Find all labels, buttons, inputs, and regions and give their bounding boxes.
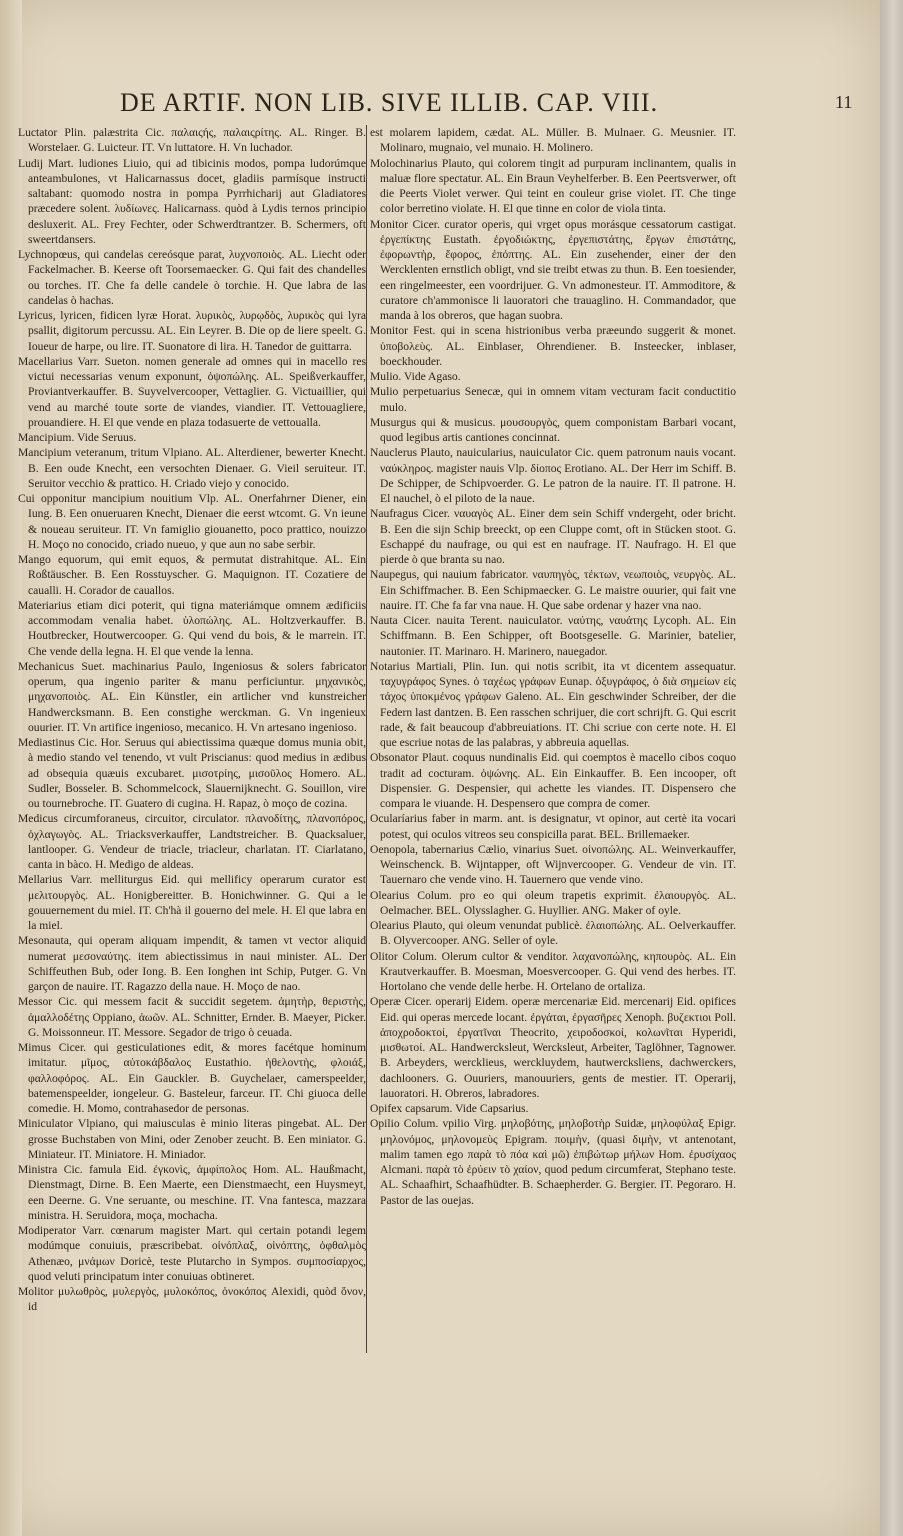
entry: Obsonator Plaut. coquus nundinalis Eid. qui coemptos è macello cibos coquo tradit ad cocturam. ὀψώνης. AL. Ein Einkauffer. B. Een incooper, oft Dispensier. G. Despensier, qui achette les viandes. IT. Dispensero che compara le viuande. H. Despensero que compra de comer.	[370, 751, 736, 810]
entry: Medicus circumforaneus, circuitor, circulator. πλανοδίτης, πλανοπόρος, ὀχλαγωγὸς. AL. Triacksverkauffer, Landtstreicher. B. Quacksaluer, lantlooper. G. Vendeur de triacle, triacleur, charlatan. IT. Ciarlatano, canta in bàco. H. Medigo de aldeas.	[18, 812, 366, 871]
page-edge	[880, 0, 903, 1536]
entry: Ludij Mart. ludiones Liuio, qui ad tibicinis modos, pompa ludorúmque anteambulones, vt Halicarnassus docet, gladiis parmísque instructi saltabant: quomodo nostra in pompa Pyrrhicharij aut Gladiatores præcedere solent. λυδίωνες. Halicarnass. quòd à Lydis ternos principio desluxerit. AL. Frey Fechter, oder Schwerdtrantzer. B. Schermers, oft sweertdansers.	[18, 156, 366, 246]
entry: Lychnopœus, qui candelas cereósque parat, λυχνοποιὸς. AL. Liecht oder Fackelmacher. B. Keerse oft Toorsemaecker. G. Qui fait des chandelles ou torches. IT. Che fa delle candele ò torchie. H. Que labra de las candelas ò hachas.	[18, 248, 366, 307]
left-column	[18, 125, 366, 1315]
entry: Mulio. Vide Agaso.	[370, 370, 461, 383]
entry: Opilio Colum. vpilio Virg. μηλοβότης, μηλοβοτὴρ Suidæ, μηλοφύλαξ Epigr. μηλονόμος, μηλονομεὺς Epigram. ποιμὴν, (quasi διμὴν, vt antenotant, malim tamen ego παρὰ τὸ πόα καὶ μῶ) ἐπιβώτωρ μήλων Hom. ἐρυσίχαος Alcmani. παρὰ τὸ ἐρύειν τὸ χαίον, quod pedum circumferat, Stephano teste. AL. Schaafhirt, Schaafhüdter. B. Schaepherder. G. Bergier. IT. Pegoraro. H. Pastor de las ouejas.	[370, 1117, 736, 1207]
entry: Mechanicus Suet. machinarius Paulo, Ingeniosus & solers fabricator operum, qua ingenio pariter & manu perficiuntur. μηχανικὸς, μηχανοποιὸς. AL. Ein Künstler, ein artlicher vnd kunstreicher Handwercksmann. B. Een constighe werckman. G. Vn ingenieux ouurier. IT. Vn artifice ingenioso, mecanico. H. Vn artesano ingenioso.	[18, 659, 366, 734]
entry: Nauta Cicer. nauita Terent. nauiculator. ναύτης, ναυάτης Lycoph. AL. Ein Schiffmann. B. Een Schipper, oft Bootsgeselle. G. Marinier, batelier, nautonier. IT. Marinaro. H. Marinero, nauegador.	[370, 614, 736, 658]
entry: Mediastinus Cic. Hor. Seruus qui abiectissima quæque domus munia obit, à medio stando vel tenendo, vt vult Priscianus: quod medius in ædibus ad obsequia quæuis excubaret. μισοτρίης, μισοῦλος Homero. AL. Sudler, Bosseler. B. Schommelcock, Slauernijknecht. G. Souillon, vire ou tournebroche. IT. Guatero di cugina. H. Rapaz, ò moço de cozina.	[18, 736, 366, 810]
entry: Nauclerus Plauto, nauicularius, nauiculator Cic. quem patronum nauis vocant. ναύκληρος. magister nauis Vlp. δίοπος Erotiano. AL. Der Herr im Schiff. B. De Schipper, de Schipvoerder. G. Le patron de la nauire. IT. Il patrone. H. El nauchel, ò el piloto de la naue.	[370, 446, 736, 505]
entry: Oenopola, tabernarius Cælio, vinarius Suet. οἰνοπώλης. AL. Weinverkauffer, Weinschenck. B. Wijntapper, oft Wijnvercooper. G. Vendeur de vin. IT. Tauernaro che vende vino. H. Tauernero que vende vino.	[370, 842, 736, 887]
entry: Mango equorum, qui emit equos, & permutat distrahitque. AL. Ein Roßtäuscher. B. Een Rosstuyscher. G. Maquignon. IT. Cozatiere de caualli. H. Corador de cauallos.	[18, 553, 366, 597]
entry: Messor Cic. qui messem facit & succidit segetem. ἀμητὴρ, θεριστὴς, ἀμαλλοδέτης Oppiano, ἀωῶν. AL. Schnitter, Ernder. B. Maeyer, Picker. G. Moissonneur. IT. Messore. Segador de trigo ò ceuada.	[18, 995, 366, 1039]
entry: Musurgus qui & musicus. μουσουργὸς, quem componistam Barbari vocant, quod legibus artis cantiones concinnat.	[370, 415, 736, 444]
entry: Ministra Cic. famula Eid. ἐγκονὶς, ἀμφίπολος Hom. AL. Haußmacht, Dienstmagt, Dirne. B. Een Maerte, een Dienstmaecht, een Huysmeyt, een Deerne. G. Vne seruante, ou meschine. IT. Vna fantesca, mazzara ministra. H. Seruidora, moça, mochacha.	[18, 1163, 366, 1222]
entry: Modiperator Varr. cœnarum magister Mart. qui certain potandi legem modúmque conuiuis, præscribebat. οἰνόπλαξ, οἰνόπτης, ὀφθαλμὸς Athenæo, μνάμων Doricè, teste Plutarcho in Sympos. συμποσίαρχος, quod veluti principatum inter conuiuas obtineret.	[18, 1224, 366, 1283]
entry: Lyricus, lyricen, fidicen lyræ Horat. λυρικὸς, λυρῳδὸς, λυρικὸς qui lyra psallit, digitorum percussu. AL. Ein Leyrer. B. Die op de liere speelt. G. Ioueur de harpe, ou lire. IT. Suonatore di lira. H. Tanedor de guittarra.	[18, 309, 366, 353]
entry: Mesonauta, qui operam aliquam impendit, & tamen vt vector aliquid numerat μεσοναύτης. item abiectissimus in naui minister. AL. Der Schiffeuthen Bub, oder Iong. B. Een Ionghen int Schip, Putger. G. Vn garçon de nauire. IT. Ragazzo della naue. H. Moço de nao.	[18, 934, 366, 993]
entry: Monitor Fest. qui in scena histrionibus verba præeundo suggerit & monet. ὑποβολεὺς. AL. Einblaser, Ohrendiener. B. Insteecker, inblaser, boeckhouder.	[370, 324, 736, 368]
right-column	[370, 125, 736, 1208]
entry: Operæ Cicer. operarij Eidem. operæ mercenariæ Eid. mercenarij Eid. opifices Eid. qui operas mercede locant. ἐργάται, ἐργασῆρες Xenoph. βυζεκτιοι Poll. ἀποχροδοκτοί, ἐργατῖναι Theocrito, χειροδοσκοί, κολωνῖται Hyperidi, μισθωτοί. AL. Handwercksleut, Wercksleut, Arbeiter, Taglöhner, Tagnower. B. Arbeyders, wercklieus, werckluydem, hautwercksliens, dachwerckers, dachlooners. G. Ouuriers, manouuriers, gents de mestier. IT. Operarij, lauoratori. H. Obreros, labradores.	[370, 995, 736, 1100]
entry: Opifex capsarum. Vide Capsarius.	[370, 1102, 529, 1115]
entry: Naufragus Cicer. ναυαγὸς AL. Einer dem sein Schiff vndergeht, oder bricht. B. Een die sijn Schip breeckt, op een Cluppe comt, oft in Stücken stoot. G. Eschappé du naufrage, ou qui est en naufrage. IT. Naufrago. H. El que pierde ò que branta su nao.	[370, 507, 736, 566]
entry: Olearius Plauto, qui oleum venundat publicè. ἐλαιοπώλης. AL. Oelverkauffer. B. Olyvercooper. ANG. Seller of oyle.	[370, 919, 736, 948]
entry: Monitor Cicer. curator operis, qui vrget opus morásque cessatorum castigat. ἐργεπίκτης Eustath. ἐργοδιώκτης, ἐργεπιστάτης, ἔργων ἐπιστάτης, ἐφορωντὴρ, ἔφορος, ἐπόπτης. AL. Ein zusehender, einer der den Wercklenten ernstlich obligt, vnd sie treibt etwas zu thun. B. Een toesiender, een ringelmeester, een voordrijuer. G. Vn admonesteur. IT. Ammoditore, & curatore ch'ammonisce li lauoratori che trauaglino. H. Commandador, que manda à los obreros, que hagan suobra.	[370, 217, 736, 322]
entry: Olitor Colum. Olerum cultor & venditor. λαχανοπώλης, κηπουρὸς. AL. Ein Krautverkauffer. B. Moesman, Moesvercooper. G. Qui vend des herbes. IT. Hortolano che vende delle herbe. H. Ortelano de ortaliza.	[370, 949, 736, 993]
entry: Materiarius etiam dici poterit, qui tigna materiámque omnem ædificiis accommodam venalia habet. ὑλοπώλης. AL. Holtzverkauffer. B. Houtbrecker, Houtwercooper. G. Qui vend du bois, & le marrein. IT. Che vende della legna. H. El que vende la lenna.	[18, 598, 366, 658]
entry: Notarius Martiali, Plin. Iun. qui notis scribit, ita vt dicentem assequatur. ταχυγράφος Synes. ὁ ταχέως γράφων Eunap. ὀξυγράφος, ὁ διὰ σημείων εἰς τάχος ὑποκμένος γράφων Galeno. AL. Ein geschwinder Schreiber, der die Federn last dantzen. B. Een rasschen schrijuer, die cort schrijft. G. Qui escrit rade, & fait beaucoup d'abbreuiations. IT. Chi scriue con certe note. H. El que escriue notas de las palabras, y abbreuia aquellas.	[370, 659, 736, 749]
entry: est molarem lapidem, cædat. AL. Müller. B. Mulnaer. G. Meusnier. IT. Molinaro, mugnaio, vel munaio. H. Molinero.	[370, 126, 736, 155]
entry: Luctator Plin. palæstrita Cic. παλαιςής, παλαιςρίτης. AL. Ringer. B. Worstelaer. G. Luicteur. IT. Vn luttatore. H. Vn luchador.	[18, 126, 366, 155]
entry: Ocularíarius faber in marm. ant. is designatur, vt opinor, aut certè ita vocari potest, qui oculos vitreos seu conspicilla parat. BEL. Brillemaeker.	[370, 812, 736, 841]
entry: Cui opponitur mancipium nouitium Vlp. AL. Onerfahrner Diener, ein Iung. B. Een onueruaren Knecht, Dienaer die eerst wtcomt. G. Vn ieune & noueau seruiteur. IT. Vn famiglio giouanetto, poco prattico, nouizzo H. Moço no conocido, criado nueuo, y que aun no sabe serbir.	[18, 492, 366, 551]
entry: Molitor μυλωθρὸς, μυλεργὸς, μυλοκόπος, ὀνοκόπος Alexidi, quòd ὄνον, id	[18, 1285, 366, 1314]
running-header: DE ARTIF. NON LIB. SIVE ILLIB. CAP. VIII.	[120, 88, 659, 117]
column-rule	[366, 125, 367, 1353]
entry: Mellarius Varr. melliturgus Eid. qui mellificy operarum curator est μελιτουργὸς. AL. Honigbereitter. B. Honichwinner. G. Qui a le gouuernement du miel. IT. Ch'hà il gouerno del mele. H. El que labra en la miel.	[18, 873, 366, 932]
folio-number: 11	[835, 92, 853, 112]
entry: Mulio perpetuarius Senecæ, qui in omnem vitam vecturam facit conductitio mulo.	[370, 385, 736, 414]
entry: Miniculator Vlpiano, qui maiusculas è minio literas pingebat. AL. Der grosse Buchstaben von Mini, oder Zenober zeucht. B. Een miniator. G. Miniateur. IT. Miniatore. H. Miniador.	[18, 1117, 366, 1161]
entry: Mimus Cicer. qui gesticulationes edit, & mores facétque hominum imitatur. μῖμος, αὐτοκάβδαλος Eustathio. ἠθελοντὴς, φλοιάξ, φαλλοφόρος. AL. Ein Gauckler. B. Guychelaer, camerspeelder, batemenspeelder, iongeleur. G. Basteleur, farceur. IT. Chi giuoca delle comedie. H. Momo, contrahasedor de personas.	[18, 1041, 366, 1115]
entry: Naupegus, qui nauium fabricator. ναυπηγὸς, τέκτων, νεωποιὸς, νευργὸς. AL. Ein Schiffmacher. B. Een Schipmaecker. G. Le maistre ouurier, qui fait vne nauire. IT. Che fa far vna naue. H. Que sabe ordenar y hazer vna nao.	[370, 568, 736, 612]
entry: Olearius Colum. pro eo qui oleum trapetis exprimit. ἐλαιουργὸς. AL. Oelmacher. BEL. Olysslagher. G. Huyllier. ANG. Maker of oyle.	[370, 888, 736, 917]
entry: Macellarius Varr. Sueton. nomen generale ad omnes qui in macello res victui necessarias venum exponunt, ὀψοπώλης. AL. Speißverkauffer, Proviantverkauffer. B. Suyvelvercooper, Vettaglier. G. Victuaillier, qui vend au marché toute sorte de viandes, viandier. IT. Vettouagliere, prouandiere. H. El que vende en plaza todasuerte de vettoualla.	[18, 354, 366, 429]
entry: Molochinarius Plauto, qui colorem tingit ad purpuram inclinantem, qualis in maluæ flore spectatur. AL. Ein Braun Veyhelferber. B. Een Peertsverwer, oft die Peerts Violet verwer. Qui teint en couleur grise violet. IT. Che tinge color berretino violate. H. El que tinne en color de viola tinta.	[370, 156, 736, 216]
entry: Mancipium veteranum, tritum Vlpiano. AL. Alterdiener, bewerter Knecht. B. Een oude Knecht, een versochten Dienaer. G. Vieil seruiteur. IT. Seruitor vecchio & prattico. H. Criado viejo y conocido.	[18, 446, 366, 490]
entry: Mancipium. Vide Seruus.	[18, 431, 137, 444]
